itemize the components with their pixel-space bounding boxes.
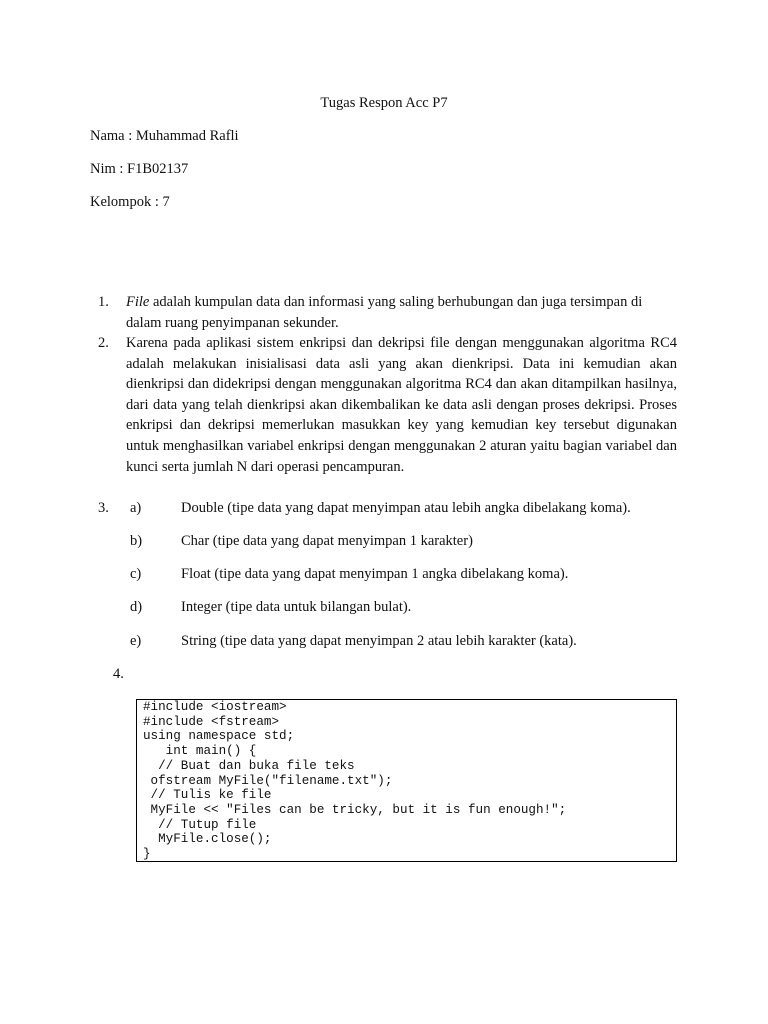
page-title: Tugas Respon Acc P7 <box>320 95 448 111</box>
sub-letter-c: c) <box>130 566 142 582</box>
sub-letter-b: b) <box>130 533 143 549</box>
sub-letter-a: a) <box>130 500 142 516</box>
list-number-1: 1. <box>98 294 109 310</box>
nim-line: Nim : F1B02137 <box>90 161 189 177</box>
item1-text: adalah kumpulan data dan informasi yang saling berhubungan dan juga tersimpan di dalam ruang penyimpanan sekunder. <box>126 294 643 331</box>
list-item-2: Karena pada aplikasi sistem enkripsi dan dekripsi file dengan menggunakan algoritma RC4 adalah melakukan inisialisasi data asli yang akan dienkripsi. Data ini kemudian akan dienkripsi dan didekripsi dengan menggunakan algoritma RC4 dan akan ditampilkan hasilnya, dari data yang telah dienkripsi akan dikembalikan ke data asli dengan proses dekripsi. Proses enkripsi dan dekripsi memerlukan masukkan key yang kemudian key tersebut digunakan untuk menghasilkan variabel enkripsi dengan menggunakan 2 aturan yaitu bagian variabel dan kunci serta jumlah N dari operasi pencampuran. <box>126 335 677 475</box>
list-number-4: 4. <box>113 666 124 682</box>
code-box <box>136 699 677 862</box>
item1-term: File <box>126 294 150 310</box>
sub-letter-d: d) <box>130 599 143 615</box>
sub-text-a: Double (tipe data yang dapat menyimpan atau lebih angka dibelakang koma). <box>181 500 631 516</box>
name-line: Nama : Muhammad Rafli <box>90 128 239 144</box>
code-block: #include <iostream> #include <fstream> using namespace std; int main() { // Buat dan buka file teks ofstream MyFile("filename.txt"); // Tulis ke file MyFile << "Files can be tricky, but it is fun enough!"; // Tutup file MyFile.close(); } <box>143 700 567 862</box>
list-number-2: 2. <box>98 335 109 351</box>
list-item-1 <box>126 292 677 333</box>
sub-letter-e: e) <box>130 633 142 649</box>
sub-text-d: Integer (tipe data untuk bilangan bulat). <box>181 599 412 615</box>
sub-text-b: Char (tipe data yang dapat menyimpan 1 karakter) <box>181 533 473 549</box>
sub-text-c: Float (tipe data yang dapat menyimpan 1 angka dibelakang koma). <box>181 566 569 582</box>
list-number-3: 3. <box>98 500 109 516</box>
group-line: Kelompok : 7 <box>90 194 170 210</box>
sub-text-e: String (tipe data yang dapat menyimpan 2 atau lebih karakter (kata). <box>181 633 577 649</box>
